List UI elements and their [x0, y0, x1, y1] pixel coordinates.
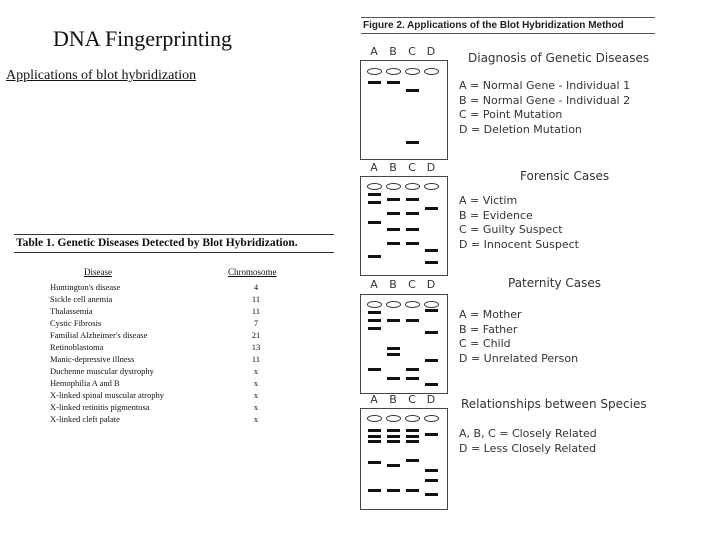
disease-cell: Sickle cell anemia: [50, 294, 113, 304]
gel-band: [368, 255, 381, 258]
lane-label: B: [389, 161, 397, 174]
disease-cell: Cystic Fibrosis: [50, 318, 102, 328]
lane-label: D: [426, 393, 436, 406]
gel-band: [425, 469, 438, 472]
genetic-diseases-table: [14, 234, 334, 425]
legend-item: B = Normal Gene - Individual 2: [459, 93, 631, 107]
legend-paternity: [459, 308, 578, 366]
disease-cell: X-linked retinitis pigmentosa: [50, 402, 150, 412]
table-header-row: [14, 267, 334, 281]
gel-band: [425, 309, 438, 312]
gel-band: [406, 242, 419, 245]
table-row: [14, 365, 334, 377]
gel-band: [368, 435, 381, 438]
chromosome-cell: x: [253, 366, 259, 376]
disease-cell: Hemophilia A and B: [50, 378, 120, 388]
legend-item: D = Deletion Mutation: [459, 122, 582, 136]
gel-well: [405, 415, 420, 422]
gel-band: [368, 461, 381, 464]
gel-band: [425, 249, 438, 252]
legend-item: A = Victim: [459, 194, 518, 207]
gel-well: [405, 183, 420, 190]
table-row: [14, 329, 334, 341]
table-row: [14, 401, 334, 413]
gel-well: [386, 68, 401, 75]
gel-band: [425, 261, 438, 264]
gel-band: [387, 347, 400, 350]
gel-well: [405, 68, 420, 75]
legend-item: C = Child: [459, 337, 511, 351]
gel-band: [368, 440, 381, 443]
gel-band: [387, 353, 400, 356]
gel-band: [406, 141, 419, 144]
disease-cell: Huntington's disease: [50, 282, 121, 292]
chromosome-cell: x: [253, 378, 259, 388]
gel-band: [406, 489, 419, 492]
lane-label: D: [426, 161, 436, 174]
chromosome-cell: 4: [253, 282, 259, 292]
gel-well: [424, 183, 439, 190]
legend-item: D = Innocent Suspect: [459, 237, 579, 251]
lane-label: A: [370, 161, 378, 174]
gel-band: [406, 459, 419, 462]
gel-band: [425, 383, 438, 386]
gel-well: [367, 301, 382, 308]
legend-item: B = Evidence: [459, 208, 533, 222]
legend-item: B = Father: [459, 322, 518, 336]
panel-heading-diagnosis: Diagnosis of Genetic Diseases: [468, 51, 650, 65]
chromosome-cell: x: [253, 402, 259, 412]
gel-band: [406, 377, 419, 380]
figure-bottom-rule: [361, 33, 655, 34]
lane-label: C: [408, 393, 416, 406]
gel-band: [387, 440, 400, 443]
disease-cell: Duchenne muscular dystrophy: [50, 366, 154, 376]
legend-item: D = Unrelated Person: [459, 351, 579, 365]
lane-label: D: [426, 278, 436, 291]
table-row: [14, 281, 334, 293]
chromosome-cell: 21: [251, 330, 261, 340]
column-header-chromosome: Chromosome: [228, 267, 277, 277]
chromosome-cell: 11: [251, 306, 261, 316]
column-header-disease: Disease: [84, 267, 112, 277]
panel-heading-forensic: Forensic Cases: [520, 169, 610, 183]
gel-forensic: [360, 176, 448, 276]
figure-header: [361, 17, 655, 34]
gel-band: [425, 331, 438, 334]
table-row: [14, 341, 334, 353]
gel-band: [425, 359, 438, 362]
gel-band: [406, 368, 419, 371]
legend-species: [459, 427, 597, 456]
gel-band: [368, 489, 381, 492]
lane-label: B: [389, 278, 397, 291]
chromosome-cell: 13: [251, 342, 261, 352]
gel-band: [368, 327, 381, 330]
gel-band: [387, 81, 400, 84]
gel-band: [425, 493, 438, 496]
table-row: [14, 293, 334, 305]
legend-item: C = Point Mutation: [459, 108, 563, 122]
gel-band: [368, 221, 381, 224]
gel-well: [386, 415, 401, 422]
gel-well: [424, 301, 439, 308]
disease-cell: Retinoblastoma: [50, 342, 104, 352]
gel-paternity: [360, 294, 448, 394]
gel-band: [406, 212, 419, 215]
gel-band: [387, 489, 400, 492]
gel-band: [368, 201, 381, 204]
table-row: [14, 413, 334, 425]
disease-cell: Thalassemia: [50, 306, 93, 316]
chromosome-cell: 11: [251, 294, 261, 304]
table-row: [14, 305, 334, 317]
table-header-rule: [14, 252, 334, 253]
panel-heading-species: Relationships between Species: [461, 397, 647, 411]
legend-forensic: [459, 194, 579, 252]
gel-band: [387, 435, 400, 438]
chromosome-cell: x: [253, 390, 259, 400]
table-row: [14, 377, 334, 389]
gel-band: [387, 198, 400, 201]
legend-item: D = Less Closely Related: [459, 441, 597, 455]
legend-item: A = Mother: [459, 308, 522, 321]
gel-band: [406, 228, 419, 231]
gel-band: [406, 89, 419, 92]
slide-title: DNA Fingerprinting: [53, 26, 233, 51]
figure-title: Figure 2. Applications of the Blot Hybridization Method: [363, 20, 624, 31]
gel-well: [424, 415, 439, 422]
disease-cell: X-linked spinal muscular atrophy: [50, 390, 165, 400]
gel-band: [406, 429, 419, 432]
gel-well: [367, 183, 382, 190]
gel-band: [387, 212, 400, 215]
legend-item: C = Guilty Suspect: [459, 223, 563, 237]
gel-band: [387, 464, 400, 467]
disease-cell: X-linked cleft palate: [50, 414, 120, 424]
table-row: [14, 353, 334, 365]
lane-label: A: [370, 45, 378, 58]
gel-band: [387, 319, 400, 322]
lane-label: C: [408, 278, 416, 291]
lane-label: C: [408, 161, 416, 174]
gel-well: [386, 301, 401, 308]
gel-band: [368, 319, 381, 322]
gel-well: [405, 301, 420, 308]
gel-well: [367, 68, 382, 75]
gel-band: [387, 377, 400, 380]
chromosome-cell: x: [253, 414, 259, 424]
lane-label: C: [408, 45, 416, 58]
gel-band: [425, 207, 438, 210]
gel-band: [387, 228, 400, 231]
gel-species: [360, 408, 448, 510]
gel-band: [368, 193, 381, 196]
gel-band: [406, 198, 419, 201]
gel-band: [368, 429, 381, 432]
lane-label: D: [426, 45, 436, 58]
legend-item: A = Normal Gene - Individual 1: [459, 79, 631, 92]
gel-band: [406, 319, 419, 322]
gel-band: [425, 479, 438, 482]
gel-band: [406, 440, 419, 443]
table-row: [14, 389, 334, 401]
table-title: Table 1. Genetic Diseases Detected by Blot Hybridization.: [16, 237, 298, 249]
table-row: [14, 317, 334, 329]
lane-label: B: [389, 393, 397, 406]
gel-band: [387, 429, 400, 432]
slide-subtitle: Applications of blot hybridization: [6, 68, 197, 83]
lane-label: A: [370, 278, 378, 291]
gel-band: [368, 368, 381, 371]
gel-band: [425, 433, 438, 436]
gel-well: [424, 68, 439, 75]
lane-label: B: [389, 45, 397, 58]
lane-label: A: [370, 393, 378, 406]
gel-band: [387, 242, 400, 245]
gel-well: [367, 415, 382, 422]
gel-well: [386, 183, 401, 190]
legend-item: A, B, C = Closely Related: [459, 427, 597, 440]
chromosome-cell: 7: [253, 318, 259, 328]
disease-cell: Familial Alzheimer's disease: [50, 330, 148, 340]
disease-cell: Manic-depressive illness: [50, 354, 135, 364]
legend-diagnosis: [459, 79, 630, 137]
panel-heading-paternity: Paternity Cases: [508, 276, 602, 290]
chromosome-cell: 11: [251, 354, 261, 364]
gel-band: [368, 311, 381, 314]
gel-diagnosis: [360, 60, 448, 160]
gel-band: [406, 435, 419, 438]
gel-band: [368, 81, 381, 84]
